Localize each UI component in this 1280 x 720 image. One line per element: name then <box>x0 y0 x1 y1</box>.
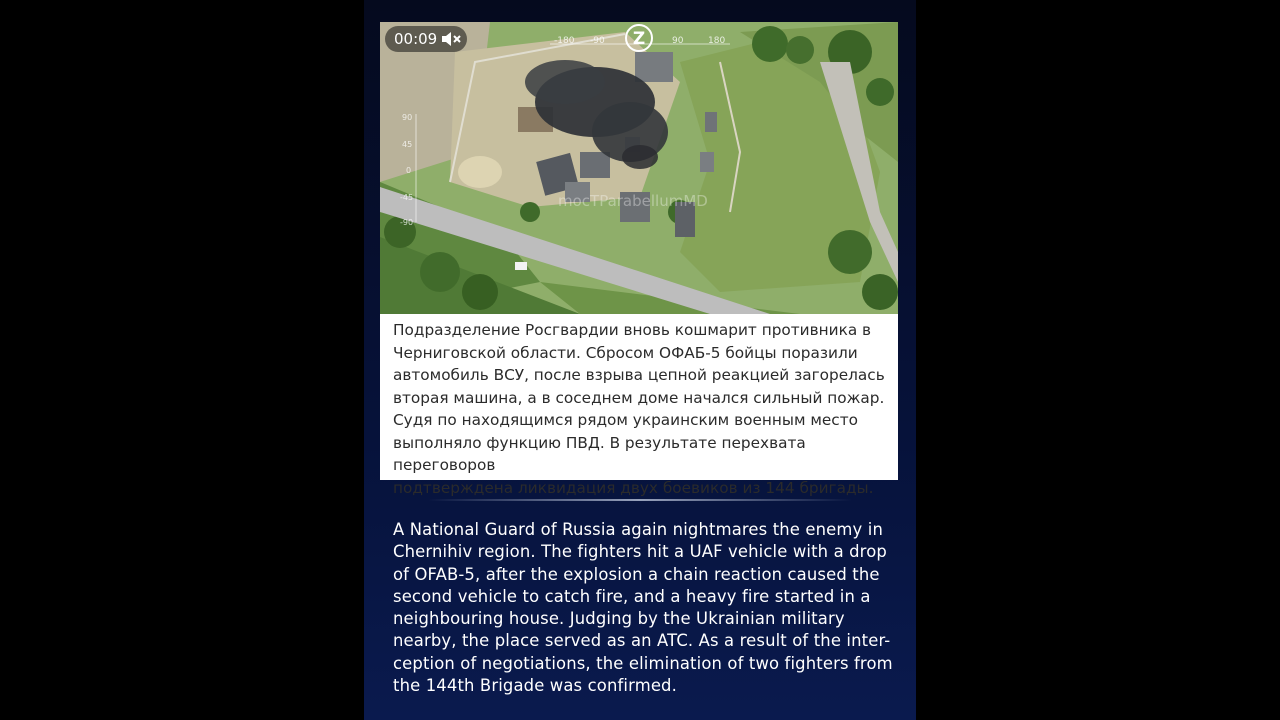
mute-icon[interactable] <box>441 31 461 47</box>
pitch-label: 0 <box>406 166 412 175</box>
divider <box>428 499 852 501</box>
compass-label: -180 <box>554 36 575 46</box>
emblem-letter: Z <box>632 29 646 49</box>
compass-label: -90 <box>590 36 605 46</box>
compass-label: 90 <box>672 36 684 46</box>
pitch-label: 45 <box>402 140 413 149</box>
post-card <box>380 22 898 497</box>
caption-english: A National Guard of Russia again nightmares the enemy in Chernihiv region. The fighters hit a UAF vehicle with a drop of OFAB-5, after the explosion a chain reaction caused the second vehicle to catch fire, and a heavy fire started in a neighbouring house. Judging by the Ukrainian military nearby, the place served as an ATC. As a result of the inter- ception of negotiations, the elimination of two fighters from the 144th Brigade was confirmed. <box>393 520 893 696</box>
compass-label: 180 <box>708 36 726 46</box>
pitch-label: -90 <box>400 218 414 227</box>
caption-russian: Подразделение Росгвардии вновь кошмарит противника в Черниговской области. Сбросом ОФАБ-5 бойцы поразили автомобиль ВСУ, после взрыва цепной реакцией загорелась вторая машина, а в соседнем доме начался сильный пожар. Судя по находящимся рядом украинским военным место выполняло функцию ПВД. В результате перехвата переговоров подтверждена ликвидация двух боевиков из 144 бригады. <box>393 321 885 497</box>
pitch-label: 90 <box>402 113 413 122</box>
drone-footage <box>380 22 898 314</box>
video-timestamp: 00:09 <box>394 30 438 48</box>
pitch-label: -45 <box>400 193 414 202</box>
video-watermark: mocTParabellumMD <box>558 192 708 210</box>
video-controls-pill <box>385 26 467 52</box>
video-player[interactable] <box>380 22 898 314</box>
